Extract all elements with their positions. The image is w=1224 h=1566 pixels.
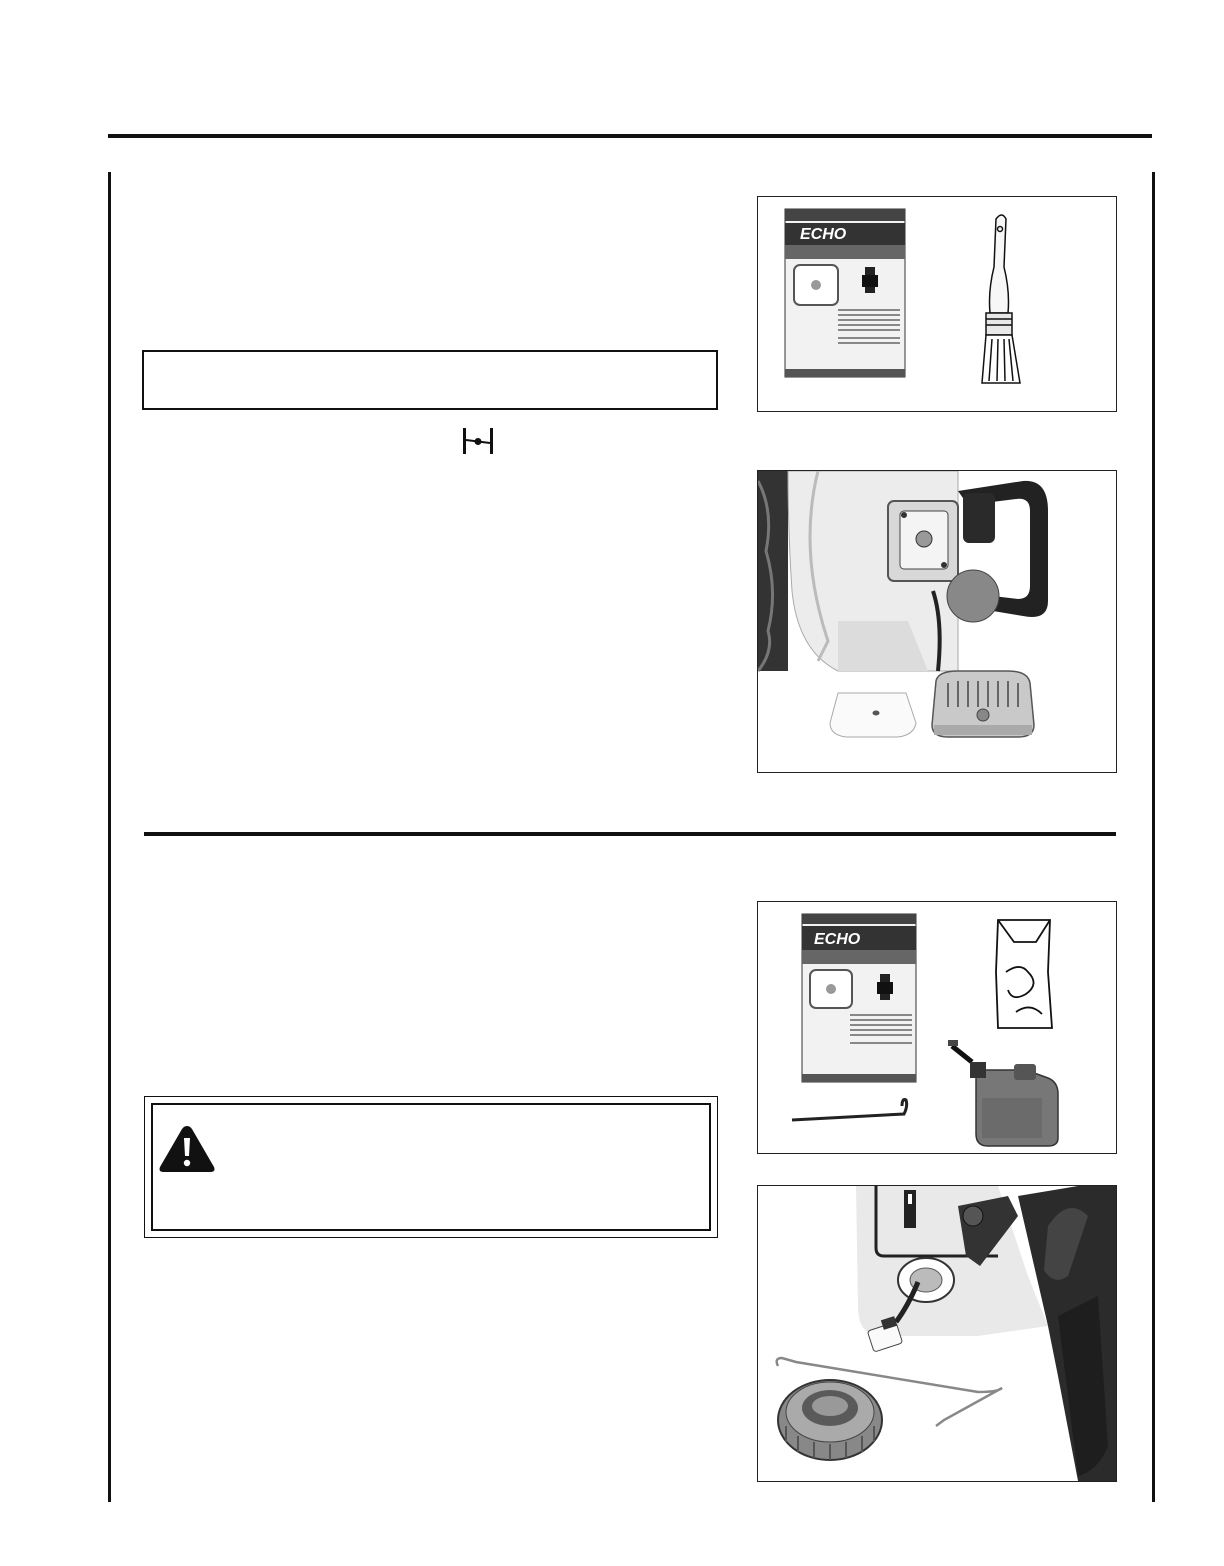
air-filter-element-icon [830,693,916,737]
fuel-cap-icon [778,1380,882,1460]
filter-kit-card-icon [785,209,905,377]
blower-engine-icon [758,471,1048,671]
clean-rag-icon [996,920,1052,1028]
top-rule [108,134,1152,138]
wire-hook-icon [792,1100,907,1120]
brand-logo: ECHO [814,931,861,948]
warning-box-inner [151,1103,711,1231]
choke-symbol-icon [460,426,496,456]
warning-triangle-icon [158,1124,216,1174]
section-divider [144,832,1116,836]
figure-blower-air-filter [757,470,1117,773]
left-margin-line [108,172,111,1502]
right-margin-line [1152,172,1155,1502]
fuel-can-icon [948,1040,1058,1146]
filter-kit-card-icon [802,914,916,1082]
note-box [142,350,718,410]
brand-logo: ECHO [800,226,847,243]
paint-brush-icon [982,215,1020,383]
figure-fuel-tank [757,1185,1117,1482]
figure-fuel-filter-kit [757,901,1117,1154]
figure-air-filter-kit [757,196,1117,412]
air-filter-cover-icon [932,671,1034,737]
